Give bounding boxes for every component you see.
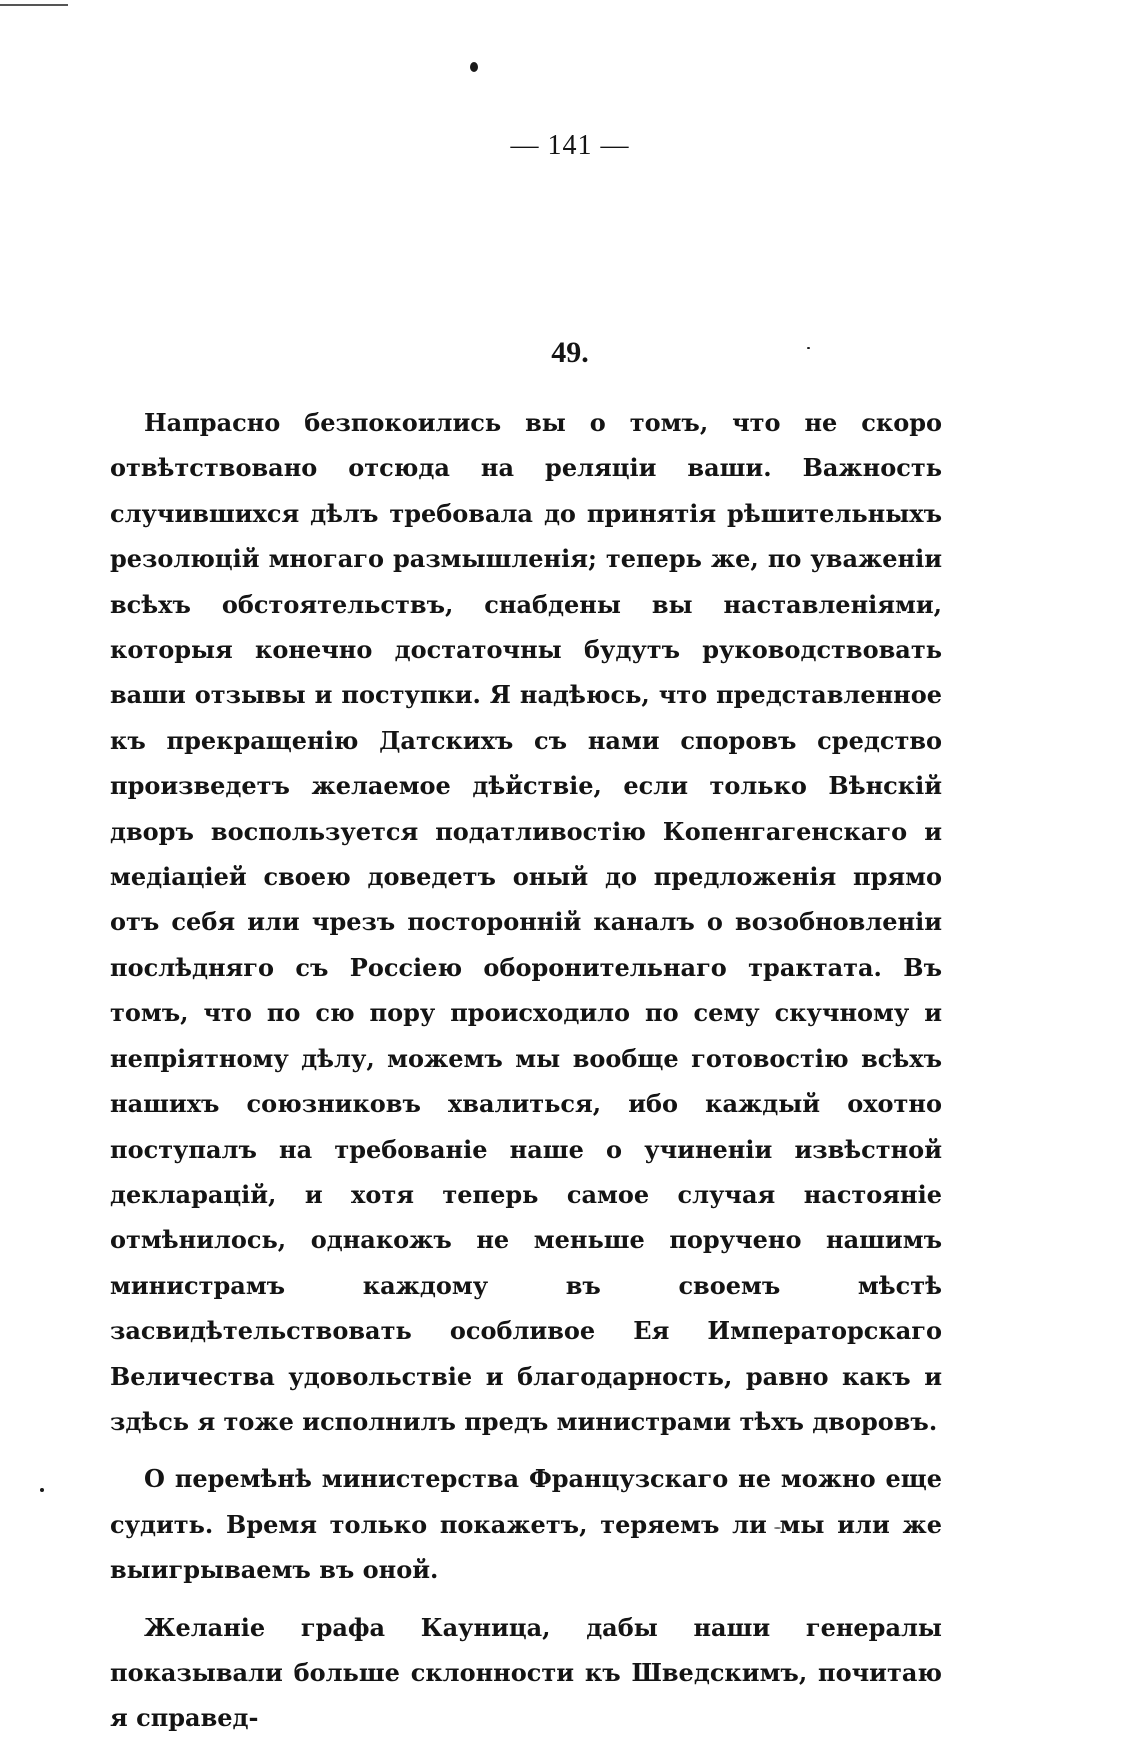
top-edge-rule bbox=[0, 4, 68, 6]
ink-speck bbox=[40, 1488, 44, 1492]
paragraph: Желаніе графа Кауница, дабы наши генералы показывали больше склонности къ Шведскимъ, почитаю я справед- bbox=[110, 1612, 942, 1733]
paragraph: О перемѣнѣ министерства Французскаго не можно еще судить. Время только покажетъ, теряемъ ли мы или же выигрываемъ въ оной. bbox=[110, 1464, 942, 1585]
ink-speck bbox=[470, 62, 478, 72]
body-text bbox=[110, 400, 942, 1741]
section-number: 49. bbox=[551, 336, 589, 369]
paragraph: Напрасно безпокоились вы о томъ, что не скоро отвѣтствовано отсюда на реляціи ваши. Важность случившихся дѣлъ требовала до принятія рѣшительныхъ резолюцій многаго размышленія; теперь же, по уваженіи всѣхъ обстоятельствъ, снабдены вы наставленіями, которыя конечно достаточны будутъ руководствовать ваши отзывы и поступки. Я надѣюсь, что представленное къ прекращенію Датскихъ съ нами споровъ средство произведетъ желаемое дѣйствіе, если только Вѣнскій дворъ воспользуется податливостію Копенгагенскаго и медіаціей своею доведетъ оный до предложенія прямо отъ себя или чрезъ посторонній каналъ о возобновленіи послѣдняго съ Россіею оборонительнаго трактата. Въ томъ, что по сю пору происходило по сему скучному и непріятному дѣлу, можемъ мы вообще готовостію всѣхъ нашихъ союзниковъ хвалиться, ибо каждый охотно поступалъ на требованіе наше о учиненіи извѣстной декларацій, и хотя теперь самое случая настояніе отмѣнилось, однакожъ не меньше поручено нашимъ министрамъ каждому въ своемъ мѣстѣ засвидѣтельствовать особливое Ея Императорскаго Величества удовольствіе и благодарность, равно какъ и здѣсь я тоже исполнилъ предъ министрами тѣхъ дворовъ. bbox=[110, 408, 942, 1436]
page-number: — 141 — bbox=[510, 130, 630, 161]
